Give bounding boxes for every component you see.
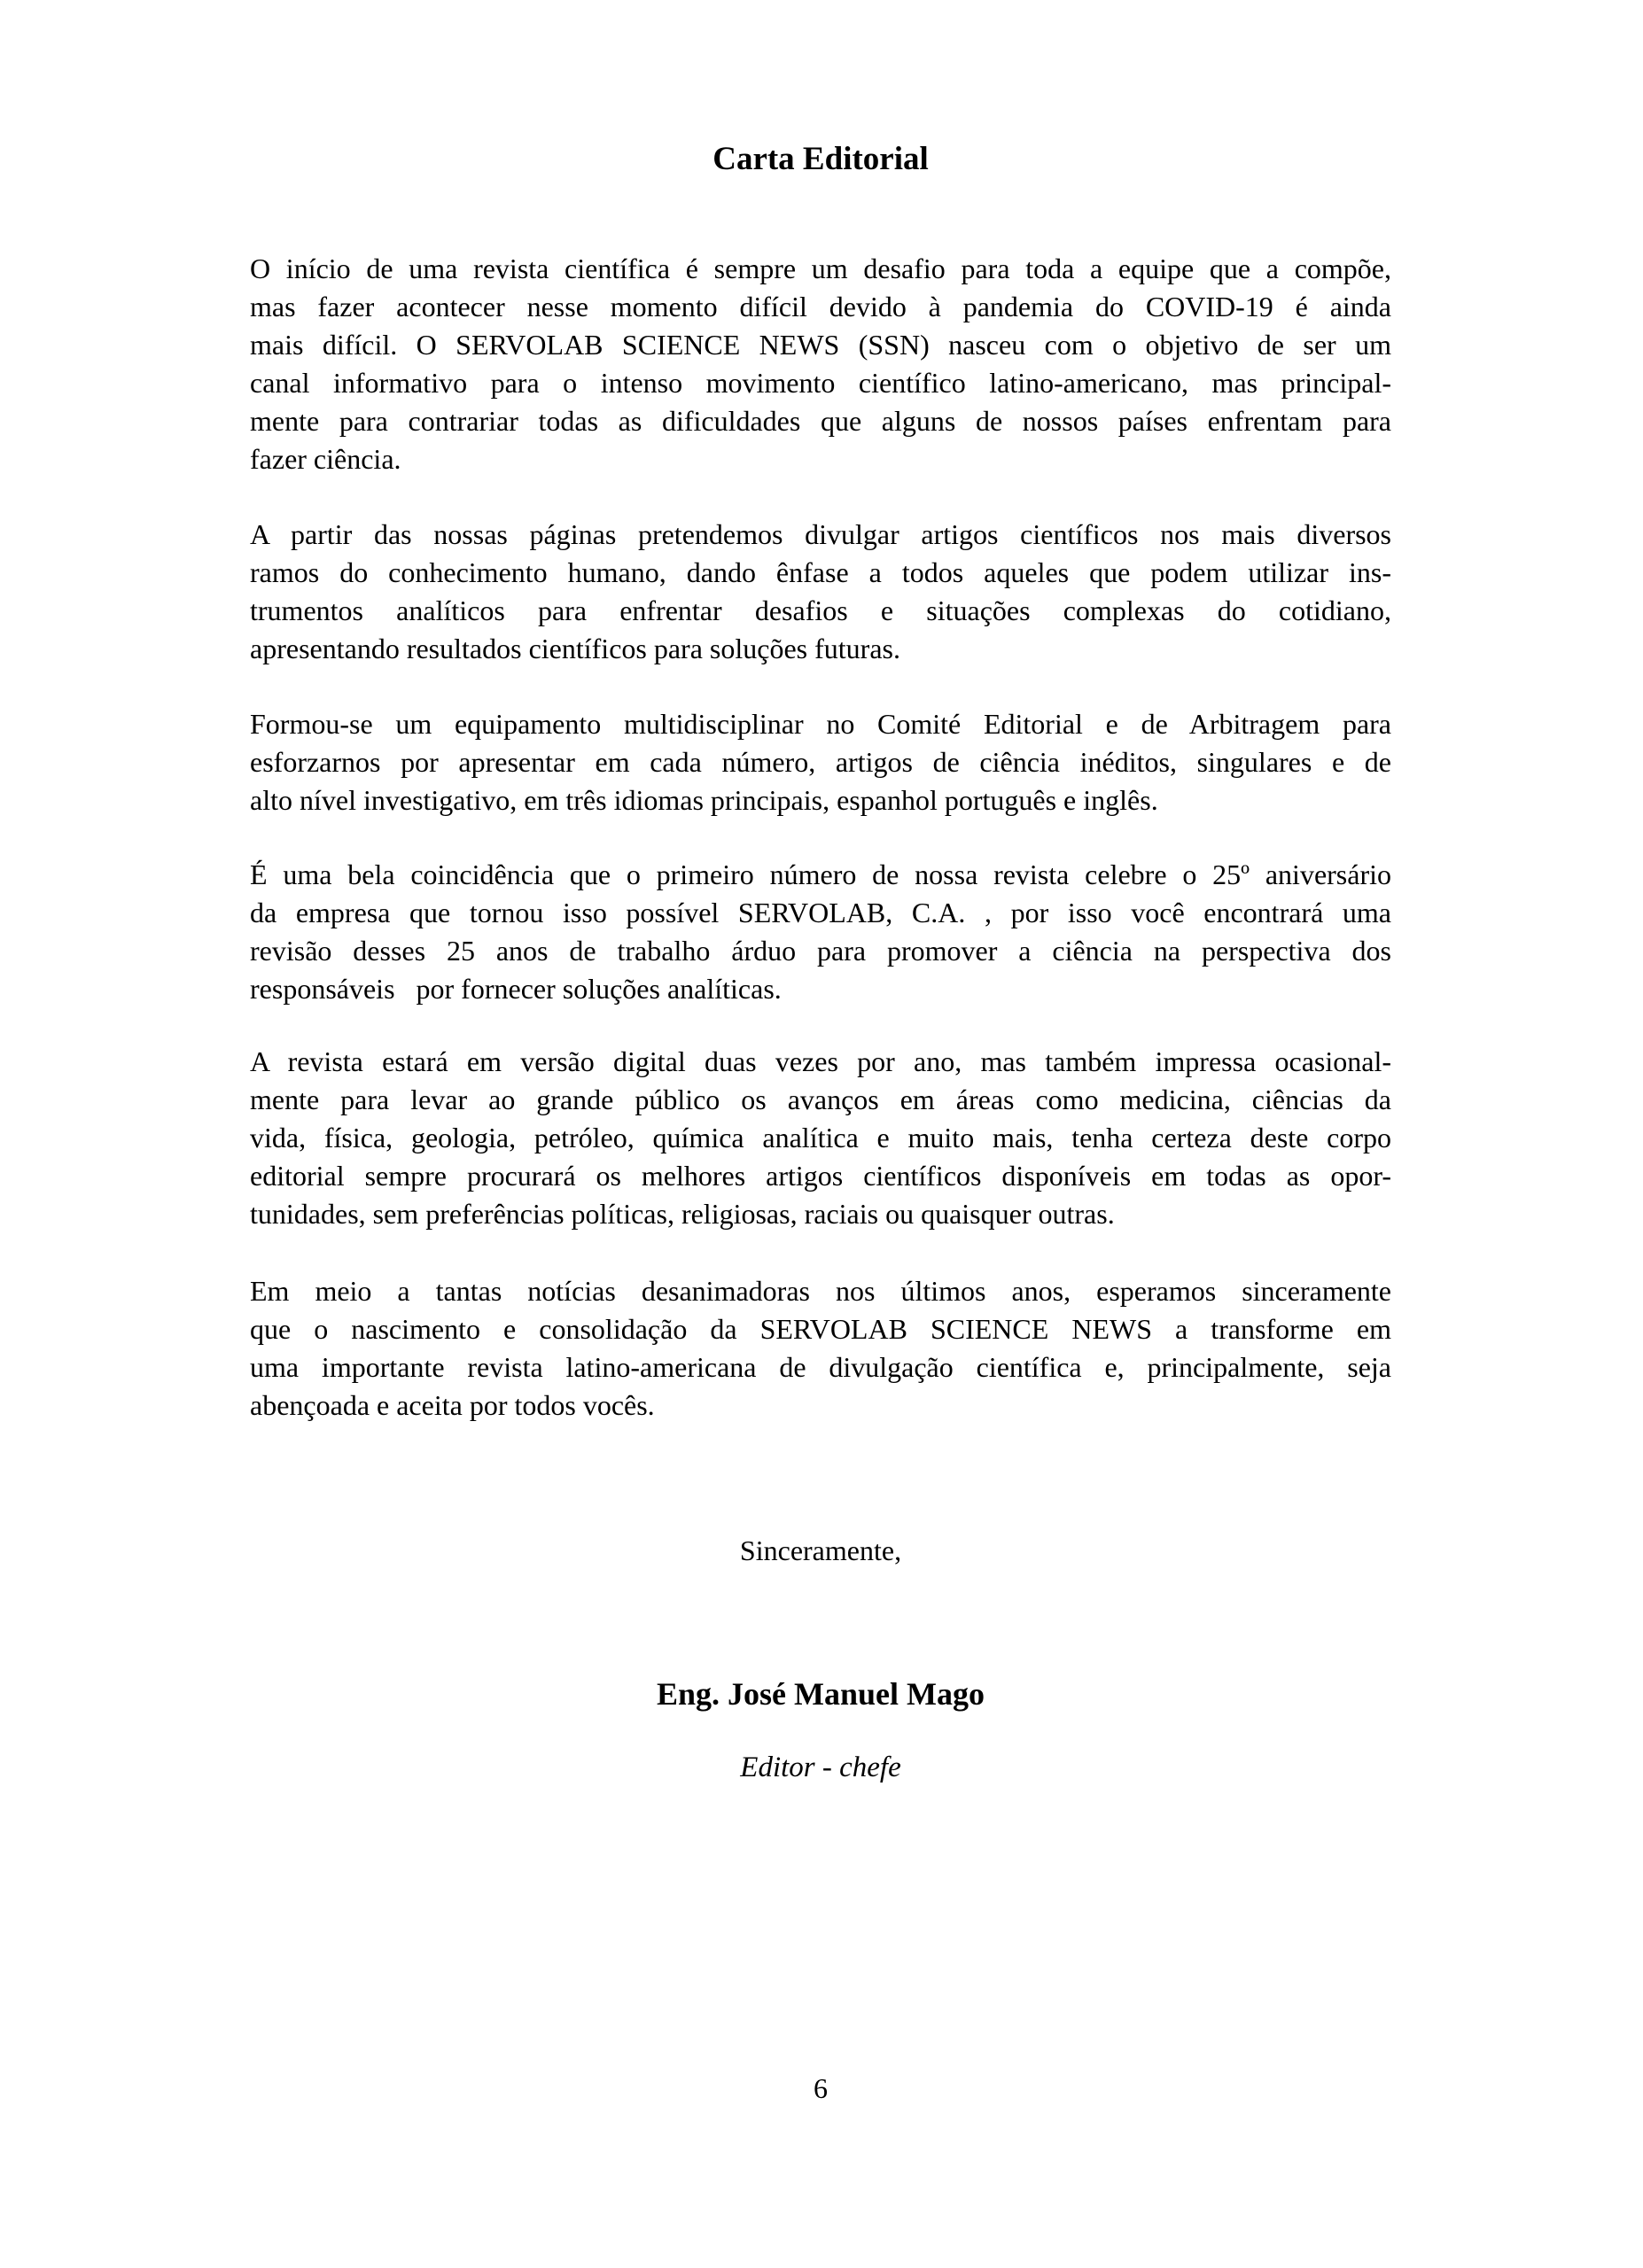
paragraph-1	[250, 250, 1391, 478]
text-line: canal informativo para o intenso movimento científico latino-americano, mas principal-	[250, 367, 1391, 399]
text-line: mais difícil. O SERVOLAB SCIENCE NEWS (SSN) nasceu com o objetivo de ser um	[250, 329, 1391, 361]
text-line: mente para contrariar todas as dificuldades que alguns de nossos países enfrentam para	[250, 405, 1391, 437]
text-line: revisão desses 25 anos de trabalho árduo para promover a ciência na perspectiva dos	[250, 935, 1391, 967]
text-line: Formou-se um equipamento multidisciplinar no Comité Editorial e de Arbitragem para	[250, 708, 1391, 740]
signature-role: Editor - chefe	[740, 1751, 901, 1783]
text-line: esforzarnos por apresentar em cada número, artigos de ciência inéditos, singulares e de	[250, 746, 1391, 778]
text-line: mas fazer acontecer nesse momento difícil devido à pandemia do COVID-19 é ainda	[250, 291, 1391, 322]
text-line: que o nascimento e consolidação da SERVOLAB SCIENCE NEWS a transforme em	[250, 1313, 1391, 1345]
page-title: Carta Editorial	[712, 141, 929, 177]
text-line: editorial sempre procurará os melhores artigos científicos disponíveis em todas as opor-	[250, 1160, 1391, 1192]
text-line: responsáveis por fornecer soluções analíticas.	[250, 973, 782, 1005]
text-line: fazer ciência.	[250, 443, 401, 475]
page-number: 6	[814, 2072, 828, 2104]
paragraph-3	[250, 705, 1391, 819]
text-line: ramos do conhecimento humano, dando ênfase a todos aqueles que podem utilizar ins-	[250, 556, 1391, 588]
text-line: A revista estará em versão digital duas vezes por ano, mas também impressa ocasional-	[250, 1045, 1391, 1077]
text-column	[250, 0, 1391, 2268]
text-line: apresentando resultados científicos para soluções futuras.	[250, 633, 900, 664]
paragraph-5	[250, 1043, 1391, 1233]
text-line: uma importante revista latino-americana de divulgação científica e, principalmente, seja	[250, 1351, 1391, 1383]
text-line: O início de uma revista científica é sempre um desafio para toda a equipe que a compõe,	[250, 252, 1391, 284]
paragraph-6	[250, 1272, 1391, 1425]
text-line: mente para levar ao grande público os avanços em áreas como medicina, ciências da	[250, 1084, 1391, 1115]
text-line: Em meio a tantas notícias desanimadoras nos últimos anos, esperamos sinceramente	[250, 1275, 1391, 1307]
text-line: É uma bela coincidência que o primeiro número de nossa revista celebre o 25º aniversário	[250, 858, 1391, 890]
closing-salutation: Sinceramente,	[739, 1534, 902, 1566]
text-line: alto nível investigativo, em três idiomas principais, espanhol português e inglês.	[250, 784, 1158, 816]
paragraph-2	[250, 516, 1391, 668]
text-line: abençoada e aceita por todos vocês.	[250, 1389, 655, 1421]
paragraph-4	[250, 856, 1391, 1008]
text-line: vida, física, geologia, petróleo, química analítica e muito mais, tenha certeza deste corpo	[250, 1122, 1391, 1153]
text-line: da empresa que tornou isso possível SERVOLAB, C.A. , por isso você encontrará uma	[250, 897, 1391, 928]
text-line: tunidades, sem preferências políticas, religiosas, raciais ou quaisquer outras.	[250, 1198, 1115, 1230]
signature-name: Eng. José Manuel Mago	[656, 1676, 985, 1712]
text-line: trumentos analíticos para enfrentar desafios e situações complexas do cotidiano,	[250, 594, 1391, 626]
text-line: A partir das nossas páginas pretendemos divulgar artigos científicos nos mais diversos	[250, 518, 1391, 550]
